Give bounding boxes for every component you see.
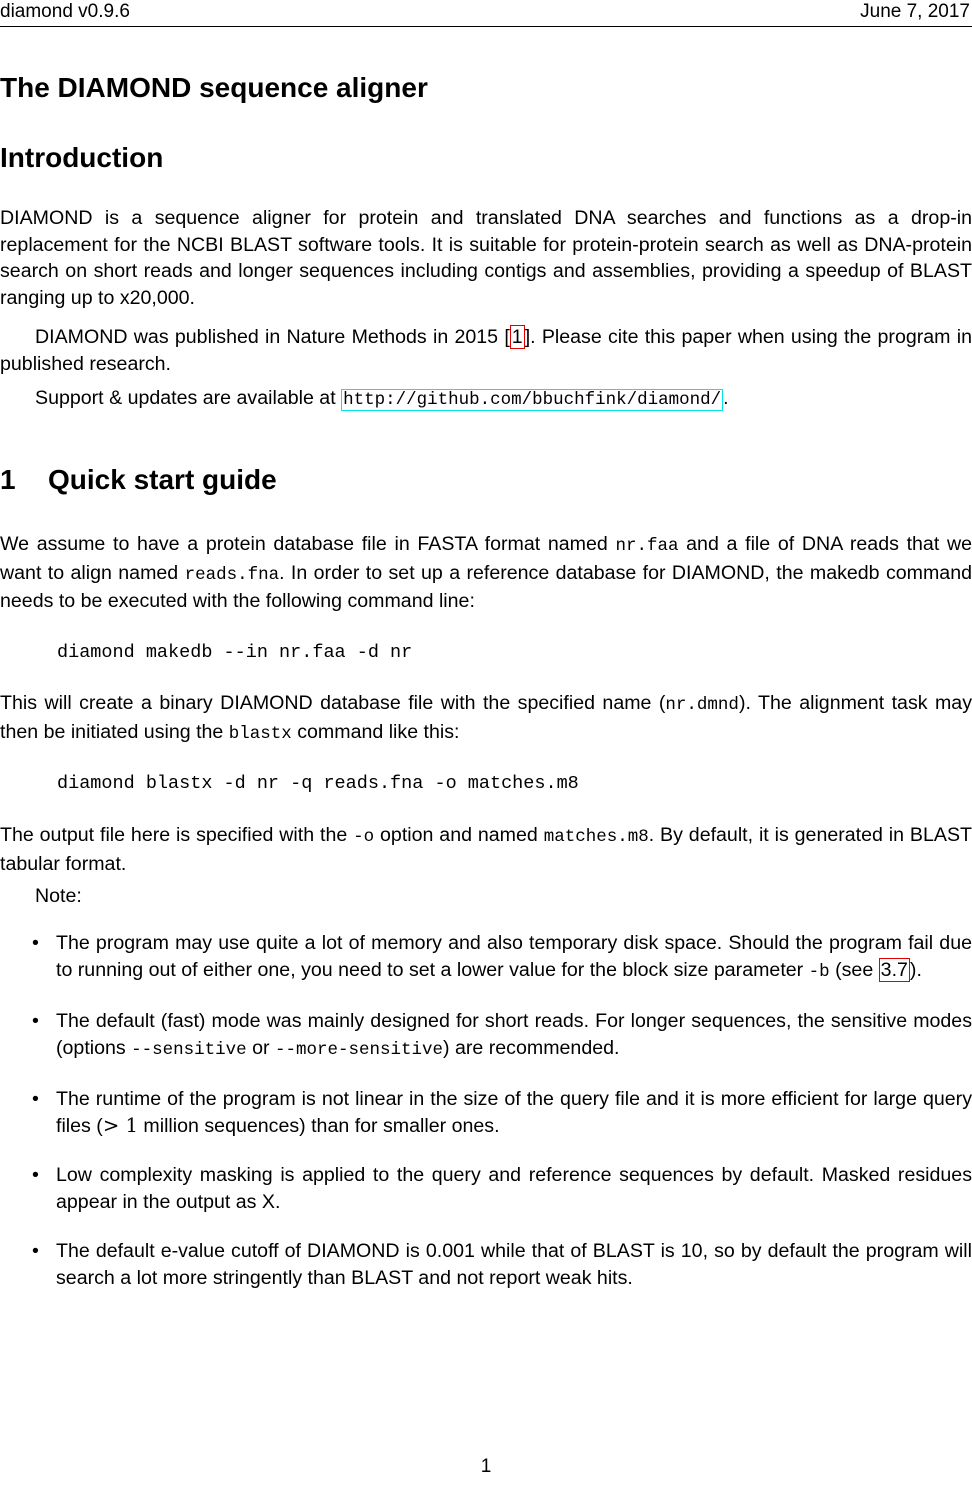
qs-p2-text-b: ). The alignment task may then be initiated using the [0, 692, 972, 743]
section-ref-link[interactable]: 3.7 [880, 958, 908, 981]
math-greater-than-one: > 1 [102, 1113, 138, 1137]
quickstart-paragraph-2 [0, 690, 972, 747]
note3-text-b: million sequences) than for smaller ones. [137, 1114, 500, 1137]
citation-link[interactable]: 1 [511, 326, 523, 348]
code-nr-faa: nr.faa [615, 536, 679, 556]
intro-paragraph-1 [0, 205, 972, 311]
note-label [0, 883, 972, 910]
makedb-command: diamond makedb --in nr.faa -d nr [57, 642, 413, 663]
bullet-icon: • [32, 1088, 39, 1110]
note2-text-a: The default (fast) mode was mainly designed for short reads. For longer sequences, the sensitive modes (options [56, 1010, 972, 1059]
note3-text-a: The runtime of the program is not linear in the size of the query file and it is more efficient for large query files ( [56, 1088, 972, 1137]
section-heading-quick-start [0, 463, 277, 497]
bullet-icon: • [32, 1164, 39, 1186]
running-header-left: diamond v0.9.6 [0, 1, 130, 22]
code-blastx: blastx [228, 723, 292, 744]
code-more-sensitive: --more-sensitive [275, 1039, 444, 1060]
list-item [0, 1008, 972, 1063]
github-url-link[interactable]: http://github.com/bbuchfink/diamond/ [343, 390, 722, 410]
note2-text-b: or [246, 1036, 275, 1059]
bullet-icon: • [32, 1010, 39, 1032]
note1-text-a: The program may use quite a lot of memory and also temporary disk space. Should the program fail due to running out of either one, you need to set a lower value for the block size parameter [56, 932, 972, 981]
quickstart-paragraph-3 [0, 822, 972, 877]
note1-text-b: (see [829, 958, 879, 981]
intro-paragraph-2 [0, 324, 972, 377]
intro-p2-text-a: DIAMOND was published in Nature Methods in 2015 [ [35, 326, 510, 348]
bullet-icon: • [32, 1240, 39, 1262]
introduction-heading: Introduction [0, 142, 164, 173]
note5-text: The default e-value cutoff of DIAMOND is 0.001 while that of BLAST is 10, so by default the program will search a lot more stringently than BLAST and not report weak hits. [56, 1240, 972, 1289]
qs-p3-text-b: option and named [374, 824, 544, 846]
qs-p1-text-c: . In order to set up a reference database for DIAMOND, the makedb command needs to be executed with the following command line: [0, 561, 972, 612]
quickstart-paragraph-1 [0, 531, 972, 615]
note-label-text: Note: [35, 885, 82, 907]
section-title: Quick start guide [48, 464, 277, 495]
blastx-command: diamond blastx -d nr -q reads.fna -o matches.m8 [57, 773, 579, 794]
bullet-icon: • [32, 932, 39, 954]
note4-text: Low complexity masking is applied to the query and reference sequences by default. Masked residues appear in the output as X. [56, 1164, 972, 1213]
qs-p1-text-b: and a file of DNA reads that we want to align named [0, 533, 972, 584]
notes-list [0, 930, 972, 1314]
header-rule [0, 26, 972, 27]
qs-p2-text-c: command like this: [291, 720, 460, 743]
intro-p1-text: DIAMOND is a sequence aligner for protein and translated DNA searches and functions as a drop-in replacement for the NCBI BLAST software tools. It is suitable for protein-protein search as well as DNA-protein search on short reads and longer sequences including contigs and assemblies, providing a speedup of BLAST ranging up to x20,000. [0, 207, 972, 309]
qs-p2-text-a: This will create a binary DIAMOND database file with the specified name ( [0, 692, 666, 714]
list-item [0, 1162, 972, 1215]
note1-text-c: ). [909, 958, 922, 981]
list-item [0, 1238, 972, 1291]
list-item [0, 1086, 972, 1139]
intro-p2-text-b: ]. Please cite this paper when using the program in published research. [0, 326, 972, 375]
qs-p3-text-c: . By default, it is generated in BLAST tabular format. [0, 824, 972, 875]
qs-p3-text-a: The output file here is specified with the [0, 824, 354, 846]
note2-text-c: ) are recommended. [443, 1036, 620, 1059]
section-number: 1 [0, 464, 16, 495]
list-item [0, 930, 972, 985]
intro-p3-period: . [723, 387, 729, 409]
running-header-date: June 7, 2017 [860, 1, 970, 22]
qs-p1-text-a: We assume to have a protein database file in FASTA format named [0, 533, 616, 555]
code-o-option: -o [353, 827, 375, 847]
code-b-option: -b [808, 961, 830, 982]
page-number: 1 [480, 1456, 492, 1477]
intro-p3-text: Support & updates are available at [35, 387, 342, 409]
code-nr-dmnd: nr.dmnd [665, 695, 739, 715]
code-reads-fna: reads.fna [184, 564, 280, 585]
document-title: The DIAMOND sequence aligner [0, 72, 428, 103]
code-matches-m8: matches.m8 [543, 827, 649, 847]
intro-paragraph-3 [0, 385, 972, 414]
code-sensitive: --sensitive [131, 1039, 247, 1060]
